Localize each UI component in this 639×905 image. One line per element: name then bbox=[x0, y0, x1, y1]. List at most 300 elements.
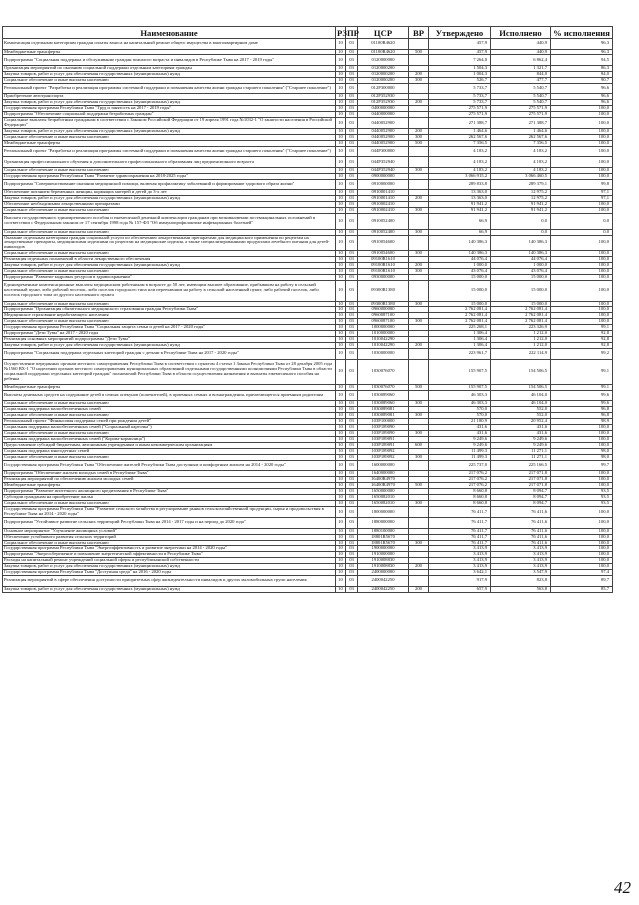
row-approved: 225 268,1 bbox=[429, 325, 491, 331]
row-approved: 2 762 081,4 bbox=[429, 319, 491, 325]
row-name: Закупка товаров, работ и услуг для обеспечения государственных (муниципальных) нужд bbox=[3, 129, 336, 135]
row-name: Выплата государственного единовременного пособия и ежемесячной денежной компенсации гражданам при возникновении поствакцинальных осложнений в соответствии с Федеральным законом от 17 сентября 1998 года № 157-ФЗ "Об иммунопрофилактике инфекционных болезней" bbox=[3, 214, 336, 229]
row-pr: 03 bbox=[346, 471, 358, 477]
row-vr: 500 bbox=[409, 384, 429, 390]
row-rz: 10 bbox=[336, 518, 346, 529]
row-executed: 225 166,5 bbox=[491, 460, 551, 471]
row-pr: 03 bbox=[346, 501, 358, 507]
row-rz: 10 bbox=[336, 65, 346, 71]
row-pr: 03 bbox=[346, 49, 358, 55]
row-rz: 10 bbox=[336, 564, 346, 570]
row-approved: 431,6 bbox=[429, 431, 491, 437]
row-rz: 10 bbox=[336, 301, 346, 307]
row-pr: 03 bbox=[346, 540, 358, 546]
row-approved: 13 363,0 bbox=[429, 196, 491, 202]
row-percent: 99,7 bbox=[551, 460, 613, 471]
row-percent: 100,0 bbox=[551, 134, 613, 140]
row-name: Закупка товаров, работ и услуг для обеспечения государственных (муниципальных) нужд bbox=[3, 71, 336, 77]
row-approved: 2 762 081,4 bbox=[429, 307, 491, 313]
row-executed: 76 411,6 bbox=[491, 534, 551, 540]
row-rz: 10 bbox=[336, 552, 346, 558]
row-name: Государственная программа Республики Тыва "Развитие сельского хозяйства и регулирование рынков сельскохозяйственной продукции, сырья и продовольствия в Республике Тыва на 2014 - 2020 годы" bbox=[3, 507, 336, 518]
row-pr: 03 bbox=[346, 460, 358, 471]
row-rz: 10 bbox=[336, 495, 346, 501]
row-pr: 03 bbox=[346, 586, 358, 592]
table-row bbox=[3, 179, 613, 190]
row-csr: 1030000000 bbox=[358, 349, 409, 360]
row-vr: 500 bbox=[409, 140, 429, 146]
row-name: Социальное обеспечение и иные выплаты населению bbox=[3, 269, 336, 275]
row-approved: 8 660,8 bbox=[429, 495, 491, 501]
row-percent: 100,0 bbox=[551, 471, 613, 477]
row-percent: 98,0 bbox=[551, 449, 613, 455]
row-name: Подпрограмма "Развитие ипотечного жилищного кредитования в Республике Тыва" bbox=[3, 489, 336, 495]
row-executed: 140 386,3 bbox=[491, 251, 551, 257]
row-name: Государственная программа Республики Тыва "Социальная защита семьи и детей на 2017 - 2020 годы" bbox=[3, 325, 336, 331]
row-executed: 8 094,7 bbox=[491, 501, 551, 507]
row-rz: 10 bbox=[336, 576, 346, 587]
row-vr: 300 bbox=[409, 540, 429, 546]
row-pr: 03 bbox=[346, 477, 358, 483]
row-rz: 10 bbox=[336, 173, 346, 179]
row-name: Социальные выплаты безработным гражданам в соответствии с Законом Российской Федерации от 19 апреля 1991 года №1032-1 "О занятости населения в Российской Федерации" bbox=[3, 118, 336, 129]
row-csr: 0910054600 bbox=[358, 235, 409, 251]
row-rz: 10 bbox=[336, 489, 346, 495]
row-executed: 275 571,9 bbox=[491, 112, 551, 118]
row-pr: 03 bbox=[346, 546, 358, 552]
row-executed: 11 271,1 bbox=[491, 455, 551, 461]
row-approved: 526,7 bbox=[429, 77, 491, 83]
row-vr: 200 bbox=[409, 71, 429, 77]
row-pr: 03 bbox=[346, 552, 358, 558]
row-executed: 1 212,0 bbox=[491, 337, 551, 343]
row-name: Организация профессионального обучения и дополнительного профессионального образования лиц предпенсионного возраста bbox=[3, 157, 336, 168]
row-percent: 98,0 bbox=[551, 455, 613, 461]
row-rz: 10 bbox=[336, 269, 346, 275]
row-approved: 4 183,2 bbox=[429, 157, 491, 168]
row-executed: 289 379,1 bbox=[491, 179, 551, 190]
row-executed: 823,8 bbox=[491, 576, 551, 587]
row-rz: 10 bbox=[336, 471, 346, 477]
row-percent: 100,0 bbox=[551, 173, 613, 179]
row-percent: 97,1 bbox=[551, 196, 613, 202]
row-executed: 154 506,5 bbox=[491, 384, 551, 390]
row-percent: 97,4 bbox=[551, 570, 613, 576]
row-csr: 103P189092 bbox=[358, 455, 409, 461]
row-pr: 03 bbox=[346, 208, 358, 214]
row-name: Основное мероприятие "Улучшение жилищных условий" bbox=[3, 528, 336, 534]
row-percent: 96,3 bbox=[551, 49, 613, 55]
row-csr: 1910000000 bbox=[358, 552, 409, 558]
row-executed: 3 413,9 bbox=[491, 552, 551, 558]
row-rz: 10 bbox=[336, 455, 346, 461]
row-csr: 1880000000 bbox=[358, 518, 409, 529]
row-approved: 271 388,7 bbox=[429, 118, 491, 129]
row-pr: 03 bbox=[346, 528, 358, 534]
row-csr: 0440000000 bbox=[358, 112, 409, 118]
row-executed: 91 941,2 bbox=[491, 208, 551, 214]
row-approved: 275 571,9 bbox=[429, 112, 491, 118]
row-pr: 03 bbox=[346, 413, 358, 419]
row-approved: 1 464,6 bbox=[429, 129, 491, 135]
row-executed: 11 271,1 bbox=[491, 449, 551, 455]
row-percent: 100,0 bbox=[551, 534, 613, 540]
row-rz: 10 bbox=[336, 140, 346, 146]
row-executed: 3 547,9 bbox=[491, 570, 551, 576]
row-rz: 10 bbox=[336, 71, 346, 77]
row-pr: 03 bbox=[346, 263, 358, 269]
row-pr: 03 bbox=[346, 483, 358, 489]
row-percent: 90,7 bbox=[551, 77, 613, 83]
row-csr: 1910008830 bbox=[358, 558, 409, 564]
row-rz: 10 bbox=[336, 281, 346, 301]
row-rz: 10 bbox=[336, 257, 346, 263]
row-percent: 99,1 bbox=[551, 359, 613, 384]
row-percent: 85,7 bbox=[551, 586, 613, 592]
row-csr: 0910002410 bbox=[358, 202, 409, 208]
row-pr: 03 bbox=[346, 173, 358, 179]
row-approved: 289 833,8 bbox=[429, 179, 491, 190]
row-vr: 300 bbox=[409, 319, 429, 325]
row-csr: 1650082010 bbox=[358, 501, 409, 507]
row-approved: 44 076,4 bbox=[429, 257, 491, 263]
row-percent: 100,0 bbox=[551, 319, 613, 325]
row-pr: 03 bbox=[346, 83, 358, 94]
row-vr bbox=[409, 390, 429, 401]
row-rz: 10 bbox=[336, 558, 346, 564]
row-executed: 5 540,7 bbox=[491, 100, 551, 106]
row-percent: 93,5 bbox=[551, 495, 613, 501]
column-header-csr: ЦСР bbox=[358, 27, 409, 39]
row-csr: 2400000000 bbox=[358, 570, 409, 576]
row-name: Реализация мероприятий в сфере обеспечения доступности приоритетных сфер жизнедеятельности инвалидов и других маломобильных групп населения bbox=[3, 576, 336, 587]
row-vr: 500 bbox=[409, 483, 429, 489]
row-pr: 03 bbox=[346, 425, 358, 431]
row-csr: 0910000000 bbox=[358, 179, 409, 190]
row-rz: 10 bbox=[336, 77, 346, 83]
row-executed: 20 952,4 bbox=[491, 419, 551, 425]
row-executed: 4 183,2 bbox=[491, 146, 551, 157]
row-vr bbox=[409, 55, 429, 66]
row-percent: 99,6 bbox=[551, 401, 613, 407]
row-rz: 10 bbox=[336, 214, 346, 229]
row-rz: 10 bbox=[336, 419, 346, 425]
row-percent: 100,0 bbox=[551, 431, 613, 437]
row-rz: 10 bbox=[336, 129, 346, 135]
row-executed: 275 571,9 bbox=[491, 106, 551, 112]
row-csr: 0910054600 bbox=[358, 251, 409, 257]
row-vr bbox=[409, 83, 429, 94]
row-executed: 552,0 bbox=[491, 407, 551, 413]
row-rz: 10 bbox=[336, 83, 346, 94]
row-csr: 0440052900 bbox=[358, 118, 409, 129]
row-name: Закупка товаров, работ и услуг для обеспечения государственных (муниципальных) нужд bbox=[3, 263, 336, 269]
row-csr: 1030089060 bbox=[358, 390, 409, 401]
row-pr: 03 bbox=[346, 251, 358, 257]
row-name: Обеспечение необходимыми лекарственными препаратами bbox=[3, 202, 336, 208]
table-row bbox=[3, 576, 613, 587]
row-approved: 76 411,7 bbox=[429, 518, 491, 529]
row-vr: 500 bbox=[409, 49, 429, 55]
row-approved: 46 303,3 bbox=[429, 390, 491, 401]
row-vr bbox=[409, 179, 429, 190]
row-vr bbox=[409, 359, 429, 384]
row-executed: 431,6 bbox=[491, 431, 551, 437]
row-executed: 43 076,4 bbox=[491, 269, 551, 275]
row-name: Медицинское страхование неработающего населения bbox=[3, 313, 336, 319]
row-pr: 03 bbox=[346, 179, 358, 190]
row-csr: 044P352940 bbox=[358, 157, 409, 168]
row-approved: 223 961,7 bbox=[429, 349, 491, 360]
row-percent: 100,0 bbox=[551, 483, 613, 489]
row-approved: 76 411,7 bbox=[429, 540, 491, 546]
row-percent: 100,0 bbox=[551, 437, 613, 443]
row-percent: 100,0 bbox=[551, 443, 613, 449]
row-csr: 1030089081 bbox=[358, 407, 409, 413]
row-vr bbox=[409, 118, 429, 129]
row-approved: 15 000,0 bbox=[429, 281, 491, 301]
row-csr: 103P189092 bbox=[358, 449, 409, 455]
row-rz: 10 bbox=[336, 313, 346, 319]
row-approved: 15 000,0 bbox=[429, 301, 491, 307]
row-executed: 1 212,0 bbox=[491, 343, 551, 349]
row-rz: 10 bbox=[336, 55, 346, 66]
row-vr: 300 bbox=[409, 431, 429, 437]
row-pr: 03 bbox=[346, 269, 358, 275]
row-pr: 03 bbox=[346, 214, 358, 229]
row-name: Социальное обеспечение и иные выплаты населению bbox=[3, 431, 336, 437]
row-rz: 10 bbox=[336, 146, 346, 157]
table-header-row bbox=[3, 27, 613, 39]
row-executed: 222 114,9 bbox=[491, 349, 551, 360]
row-percent: 99,6 bbox=[551, 390, 613, 401]
row-executed: 1 321,7 bbox=[491, 65, 551, 71]
row-rz: 10 bbox=[336, 431, 346, 437]
row-pr: 03 bbox=[346, 275, 358, 281]
row-name: Обеспечение устойчивого развития сельских территорий bbox=[3, 534, 336, 540]
row-executed: 5 540,7 bbox=[491, 94, 551, 100]
row-pr: 03 bbox=[346, 343, 358, 349]
row-percent: 94,5 bbox=[551, 55, 613, 66]
row-percent: 100,0 bbox=[551, 558, 613, 564]
row-rz: 10 bbox=[336, 349, 346, 360]
row-approved: 1 000,0 bbox=[429, 263, 491, 269]
row-executed: 6 862,4 bbox=[491, 55, 551, 66]
row-pr: 03 bbox=[346, 71, 358, 77]
table-row bbox=[3, 359, 613, 384]
row-vr bbox=[409, 460, 429, 471]
row-rz: 10 bbox=[336, 100, 346, 106]
row-vr: 300 bbox=[409, 77, 429, 83]
row-csr: 2400042250 bbox=[358, 586, 409, 592]
row-approved: 11 499,3 bbox=[429, 449, 491, 455]
row-pr: 03 bbox=[346, 337, 358, 343]
row-vr: 200 bbox=[409, 263, 429, 269]
column-header-name: Наименование bbox=[3, 27, 336, 39]
row-csr: 1010042290 bbox=[358, 337, 409, 343]
row-csr: 0960087100 bbox=[358, 319, 409, 325]
row-rz: 10 bbox=[336, 112, 346, 118]
row-csr: 012P352930 bbox=[358, 100, 409, 106]
row-name: Организация мероприятий по оказанию социальной поддержки отдельным категориям граждан bbox=[3, 65, 336, 71]
row-name: Закупка товаров, работ и услуг для обеспечения государственных (муниципальных) нужд bbox=[3, 564, 336, 570]
row-rz: 10 bbox=[336, 235, 346, 251]
row-percent: 96,6 bbox=[551, 94, 613, 100]
row-executed: 0,0 bbox=[491, 229, 551, 235]
row-approved: 657,9 bbox=[429, 586, 491, 592]
row-approved: 140 386,3 bbox=[429, 235, 491, 251]
row-pr: 03 bbox=[346, 202, 358, 208]
row-approved: 46 303,3 bbox=[429, 401, 491, 407]
row-name: Осуществление переданных органам местного самоуправления Республики Тыва в соответствии с пунктом 4 статьи 1 Закона Республики Тыва от 28 декабря 2005 года №1560 ВХ-1 "О наделении органов местного самоуправления муниципальных образований отдельными государственными полномочиями Республики Тыва в области социальной поддержки отдельных категорий граждан" полномочий Республики Тыва в области осуществления назначения и выплаты ежемесячного пособия на ребенка bbox=[3, 359, 336, 384]
row-pr: 03 bbox=[346, 564, 358, 570]
row-executed: 12 975,2 bbox=[491, 190, 551, 196]
row-rz: 10 bbox=[336, 39, 346, 50]
row-name: Реализация мероприятий по обеспечению жильем молодых семей bbox=[3, 477, 336, 483]
table-row bbox=[3, 39, 613, 50]
row-percent: 100,0 bbox=[551, 263, 613, 269]
row-name: Государственная программа Республики Тыва "Энергоэффективность и развитие энергетики на 2014 - 2020 годы" bbox=[3, 546, 336, 552]
row-pr: 03 bbox=[346, 359, 358, 384]
row-approved: 91 941,2 bbox=[429, 202, 491, 208]
row-pr: 03 bbox=[346, 112, 358, 118]
row-rz: 10 bbox=[336, 477, 346, 483]
row-vr bbox=[409, 157, 429, 168]
row-approved: 262 567,6 bbox=[429, 134, 491, 140]
budget-table-sheet bbox=[2, 26, 612, 593]
row-percent: 99,1 bbox=[551, 325, 613, 331]
row-percent: 97,1 bbox=[551, 190, 613, 196]
row-name: Социальное обеспечение и иные выплаты населению bbox=[3, 319, 336, 325]
row-rz: 10 bbox=[336, 501, 346, 507]
row-approved: 3 413,9 bbox=[429, 558, 491, 564]
row-csr: 103P189091 bbox=[358, 443, 409, 449]
row-name: Приобретение автотранспорта bbox=[3, 94, 336, 100]
row-approved: 155 907,5 bbox=[429, 359, 491, 384]
row-rz: 10 bbox=[336, 106, 346, 112]
row-pr: 03 bbox=[346, 431, 358, 437]
row-percent: 99,2 bbox=[551, 349, 613, 360]
row-executed: 44 076,4 bbox=[491, 257, 551, 263]
row-executed: 3 066 460,5 bbox=[491, 173, 551, 179]
row-executed: 76 411,6 bbox=[491, 518, 551, 529]
row-rz: 10 bbox=[336, 337, 346, 343]
row-approved: 13 363,0 bbox=[429, 190, 491, 196]
row-executed: 440,9 bbox=[491, 49, 551, 55]
row-approved: 9 249,6 bbox=[429, 437, 491, 443]
row-csr: 0960000000 bbox=[358, 307, 409, 313]
row-executed: 8 094,7 bbox=[491, 495, 551, 501]
row-approved: 76 411,7 bbox=[429, 528, 491, 534]
row-pr: 03 bbox=[346, 331, 358, 337]
row-name: Субсидии гражданам на приобретение жилья bbox=[3, 495, 336, 501]
row-approved: 4 183,2 bbox=[429, 167, 491, 173]
row-percent: 0,0 bbox=[551, 229, 613, 235]
row-approved: 570,0 bbox=[429, 407, 491, 413]
row-percent: 99,1 bbox=[551, 384, 613, 390]
row-rz: 10 bbox=[336, 202, 346, 208]
row-name: Социальное обеспечение и иные выплаты населению bbox=[3, 501, 336, 507]
row-executed: 1 212,0 bbox=[491, 331, 551, 337]
row-approved: 457,9 bbox=[429, 49, 491, 55]
row-approved: 4 183,2 bbox=[429, 146, 491, 157]
row-approved: 66,9 bbox=[429, 229, 491, 235]
row-percent: 100,0 bbox=[551, 208, 613, 214]
row-approved: 3 413,9 bbox=[429, 552, 491, 558]
row-name: Подпрограмма "Устойчивое развитие сельских территорий Республики Тыва на 2014 - 2017 годы и на период до 2020 года" bbox=[3, 518, 336, 529]
row-name: Межбюджетные трансферты bbox=[3, 49, 336, 55]
row-executed: 271 388,7 bbox=[491, 118, 551, 129]
row-name: Подпрограмма "Развитие кадровых ресурсов в здравоохранении" bbox=[3, 275, 336, 281]
row-name: Социальное обеспечение и иные выплаты населению bbox=[3, 413, 336, 419]
row-vr: 600 bbox=[409, 443, 429, 449]
row-rz: 10 bbox=[336, 546, 346, 552]
row-executed: 217 071,8 bbox=[491, 483, 551, 489]
row-name: Обеспечение питанием беременных женщин, кормящих матерей и детей до 3-х лет bbox=[3, 190, 336, 196]
row-executed: 154 506,5 bbox=[491, 359, 551, 384]
row-executed: 3 413,9 bbox=[491, 558, 551, 564]
row-approved: 457,9 bbox=[429, 39, 491, 50]
table-row bbox=[3, 214, 613, 229]
row-rz: 10 bbox=[336, 229, 346, 235]
row-percent: 89,7 bbox=[551, 576, 613, 587]
row-csr: 1650082010 bbox=[358, 495, 409, 501]
row-csr: 01100R4620 bbox=[358, 39, 409, 50]
row-executed: 440,9 bbox=[491, 39, 551, 50]
row-executed: 76 411,6 bbox=[491, 507, 551, 518]
row-executed: 8 094,7 bbox=[491, 489, 551, 495]
row-approved: 8 660,8 bbox=[429, 489, 491, 495]
row-name: Единовременные компенсационные выплаты медицинским работникам в возрасте до 50 лет, имеющим высшее образование, прибывшим на работу в сельский населенный пункт, либо рабочий поселок, либо поселок городского типа или переехавшим на работу в сельский населенный пункт, либо рабочий поселок, либо поселок городского типа из другого населенного пункта bbox=[3, 281, 336, 301]
row-percent: 100,0 bbox=[551, 118, 613, 129]
row-executed: 15 000,0 bbox=[491, 301, 551, 307]
row-approved: 1 306,4 bbox=[429, 337, 491, 343]
row-name: Государственная программа Республики Тыва "Труд и занятость на 2017 - 2019 годы" bbox=[3, 106, 336, 112]
row-csr: 1030089081 bbox=[358, 413, 409, 419]
row-pr: 03 bbox=[346, 157, 358, 168]
row-executed: 3 413,9 bbox=[491, 564, 551, 570]
row-percent: 100,0 bbox=[551, 564, 613, 570]
row-csr: 0910052400 bbox=[358, 229, 409, 235]
row-name: Подпрограмма "Социальная поддержка отдельных категорий граждан с детьми в Республике Тыва на 2017 - 2020 годы" bbox=[3, 349, 336, 360]
row-approved: 21 180,9 bbox=[429, 419, 491, 425]
row-percent: 86,3 bbox=[551, 65, 613, 71]
row-percent: 100,0 bbox=[551, 281, 613, 301]
row-vr: 300 bbox=[409, 134, 429, 140]
row-name: Социальная поддержка малообеспеченных семей ("Корова-кормилица") bbox=[3, 437, 336, 443]
row-pr: 03 bbox=[346, 39, 358, 50]
row-vr: 300 bbox=[409, 208, 429, 214]
row-percent: 100,0 bbox=[551, 167, 613, 173]
row-rz: 10 bbox=[336, 570, 346, 576]
row-vr: 300 bbox=[409, 413, 429, 419]
row-pr: 03 bbox=[346, 146, 358, 157]
row-csr: 18801R5670 bbox=[358, 540, 409, 546]
row-pr: 03 bbox=[346, 118, 358, 129]
row-pr: 03 bbox=[346, 390, 358, 401]
row-csr: 0440052900 bbox=[358, 140, 409, 146]
row-csr: 16400R4970 bbox=[358, 483, 409, 489]
table-row bbox=[3, 55, 613, 66]
row-rz: 10 bbox=[336, 534, 346, 540]
row-pr: 03 bbox=[346, 196, 358, 202]
row-approved: 2 762 081,4 bbox=[429, 313, 491, 319]
row-csr: 012P300000 bbox=[358, 83, 409, 94]
row-pr: 03 bbox=[346, 576, 358, 587]
column-header-executed: Исполнено bbox=[491, 27, 551, 39]
row-rz: 10 bbox=[336, 196, 346, 202]
row-percent: 100,0 bbox=[551, 235, 613, 251]
